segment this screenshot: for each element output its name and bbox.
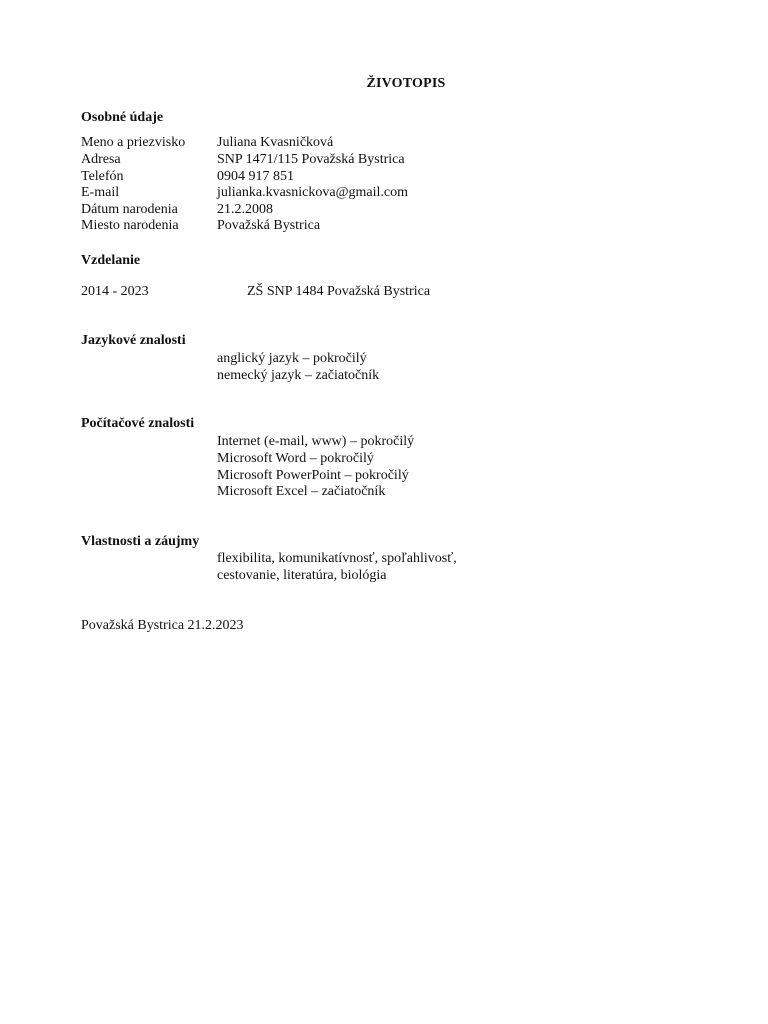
row-value: Považská Bystrica	[217, 218, 321, 233]
computer-skill-item: Internet (e-mail, www) – pokročilý	[217, 434, 415, 449]
row-value: 21.2.2008	[217, 202, 273, 217]
section-heading-languages: Jazykové znalosti	[81, 333, 186, 348]
education-school: ZŠ SNP 1484 Považská Bystrica	[247, 284, 431, 299]
row-value: 0904 917 851	[217, 169, 294, 184]
row-value: Juliana Kvasničková	[217, 135, 334, 150]
row-label: Telefón	[81, 169, 124, 184]
place-and-date: Považská Bystrica 21.2.2023	[81, 618, 244, 633]
language-item: nemecký jazyk – začiatočník	[217, 368, 380, 383]
section-heading-computer: Počítačové znalosti	[81, 416, 195, 431]
row-label: Meno a priezvisko	[81, 135, 186, 150]
row-label: E-mail	[81, 185, 120, 200]
section-heading-personal: Osobné údaje	[81, 110, 164, 125]
document-title: ŽIVOTOPIS	[366, 76, 446, 91]
computer-skill-item: Microsoft PowerPoint – pokročilý	[217, 468, 409, 483]
section-heading-traits: Vlastnosti a záujmy	[81, 534, 200, 549]
row-label: Miesto narodenia	[81, 218, 179, 233]
computer-skill-item: Microsoft Excel – začiatočník	[217, 484, 386, 499]
trait-item: flexibilita, komunikatívnosť, spoľahlivosť,	[217, 551, 457, 566]
computer-skill-item: Microsoft Word – pokročilý	[217, 451, 374, 466]
language-item: anglický jazyk – pokročilý	[217, 351, 367, 366]
education-period: 2014 - 2023	[81, 284, 149, 299]
row-value: julianka.kvasnickova@gmail.com	[217, 185, 408, 200]
trait-item: cestovanie, literatúra, biológia	[217, 568, 387, 583]
section-heading-education: Vzdelanie	[81, 253, 141, 268]
row-label: Dátum narodenia	[81, 202, 178, 217]
row-label: Adresa	[81, 152, 121, 167]
row-value: SNP 1471/115 Považská Bystrica	[217, 152, 405, 167]
